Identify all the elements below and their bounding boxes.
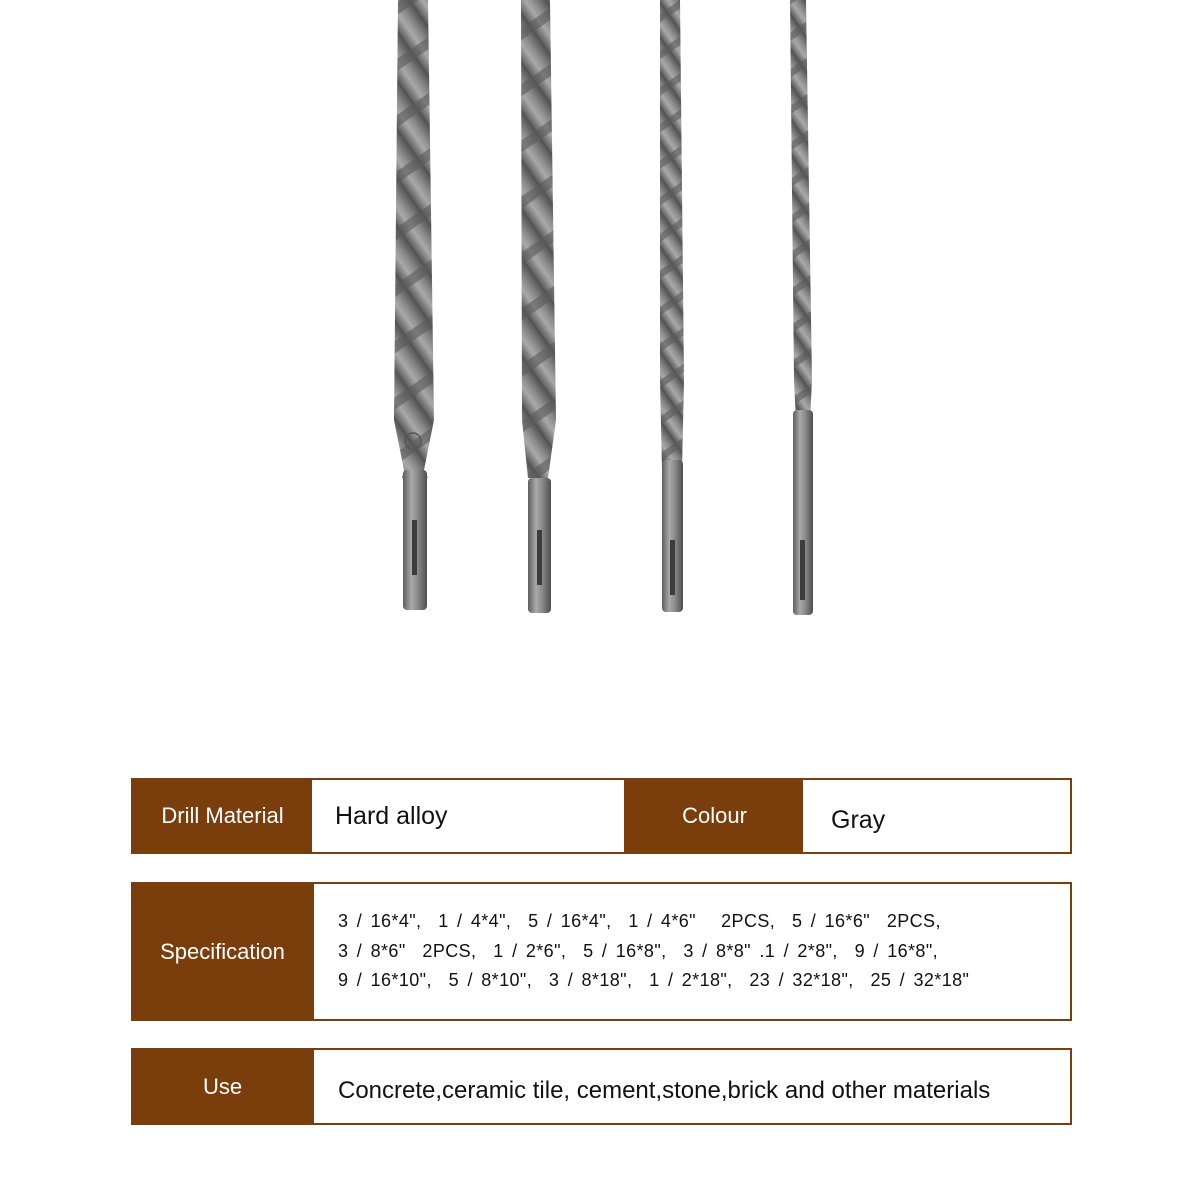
- drill-bit-4: [790, 0, 813, 615]
- spec-line: 3 / 16*4", 1 / 4*4", 5 / 16*4", 1 / 4*6" 2PCS, 5 / 16*6" 2PCS,: [338, 911, 941, 932]
- use-label: Use: [133, 1050, 312, 1123]
- colour-value: Gray: [831, 805, 886, 834]
- spec-line: 9 / 16*10", 5 / 8*10", 3 / 8*18", 1 / 2*18", 23 / 32*18", 25 / 32*18": [338, 970, 970, 991]
- specs-row-material-colour: [131, 778, 1072, 854]
- specs-row-use: [131, 1048, 1072, 1125]
- drill-bit-1: [394, 0, 434, 610]
- drill-material-label: Drill Material: [133, 780, 312, 852]
- drill-material-value: Hard alloy: [312, 780, 626, 852]
- colour-label: Colour: [626, 780, 803, 852]
- use-value: Concrete,ceramic tile, cement,stone,brick and other materials: [312, 1050, 1070, 1123]
- spec-line: 3 / 8*6" 2PCS, 1 / 2*6", 5 / 16*8", 3 / 8*8" .1 / 2*8", 9 / 16*8",: [338, 940, 939, 961]
- drill-bit-2: [521, 0, 556, 613]
- specs-row-specification: [131, 882, 1072, 1021]
- specification-value: [312, 884, 1070, 1019]
- specification-label: Specification: [133, 884, 312, 1019]
- drill-bit-3: [660, 0, 684, 612]
